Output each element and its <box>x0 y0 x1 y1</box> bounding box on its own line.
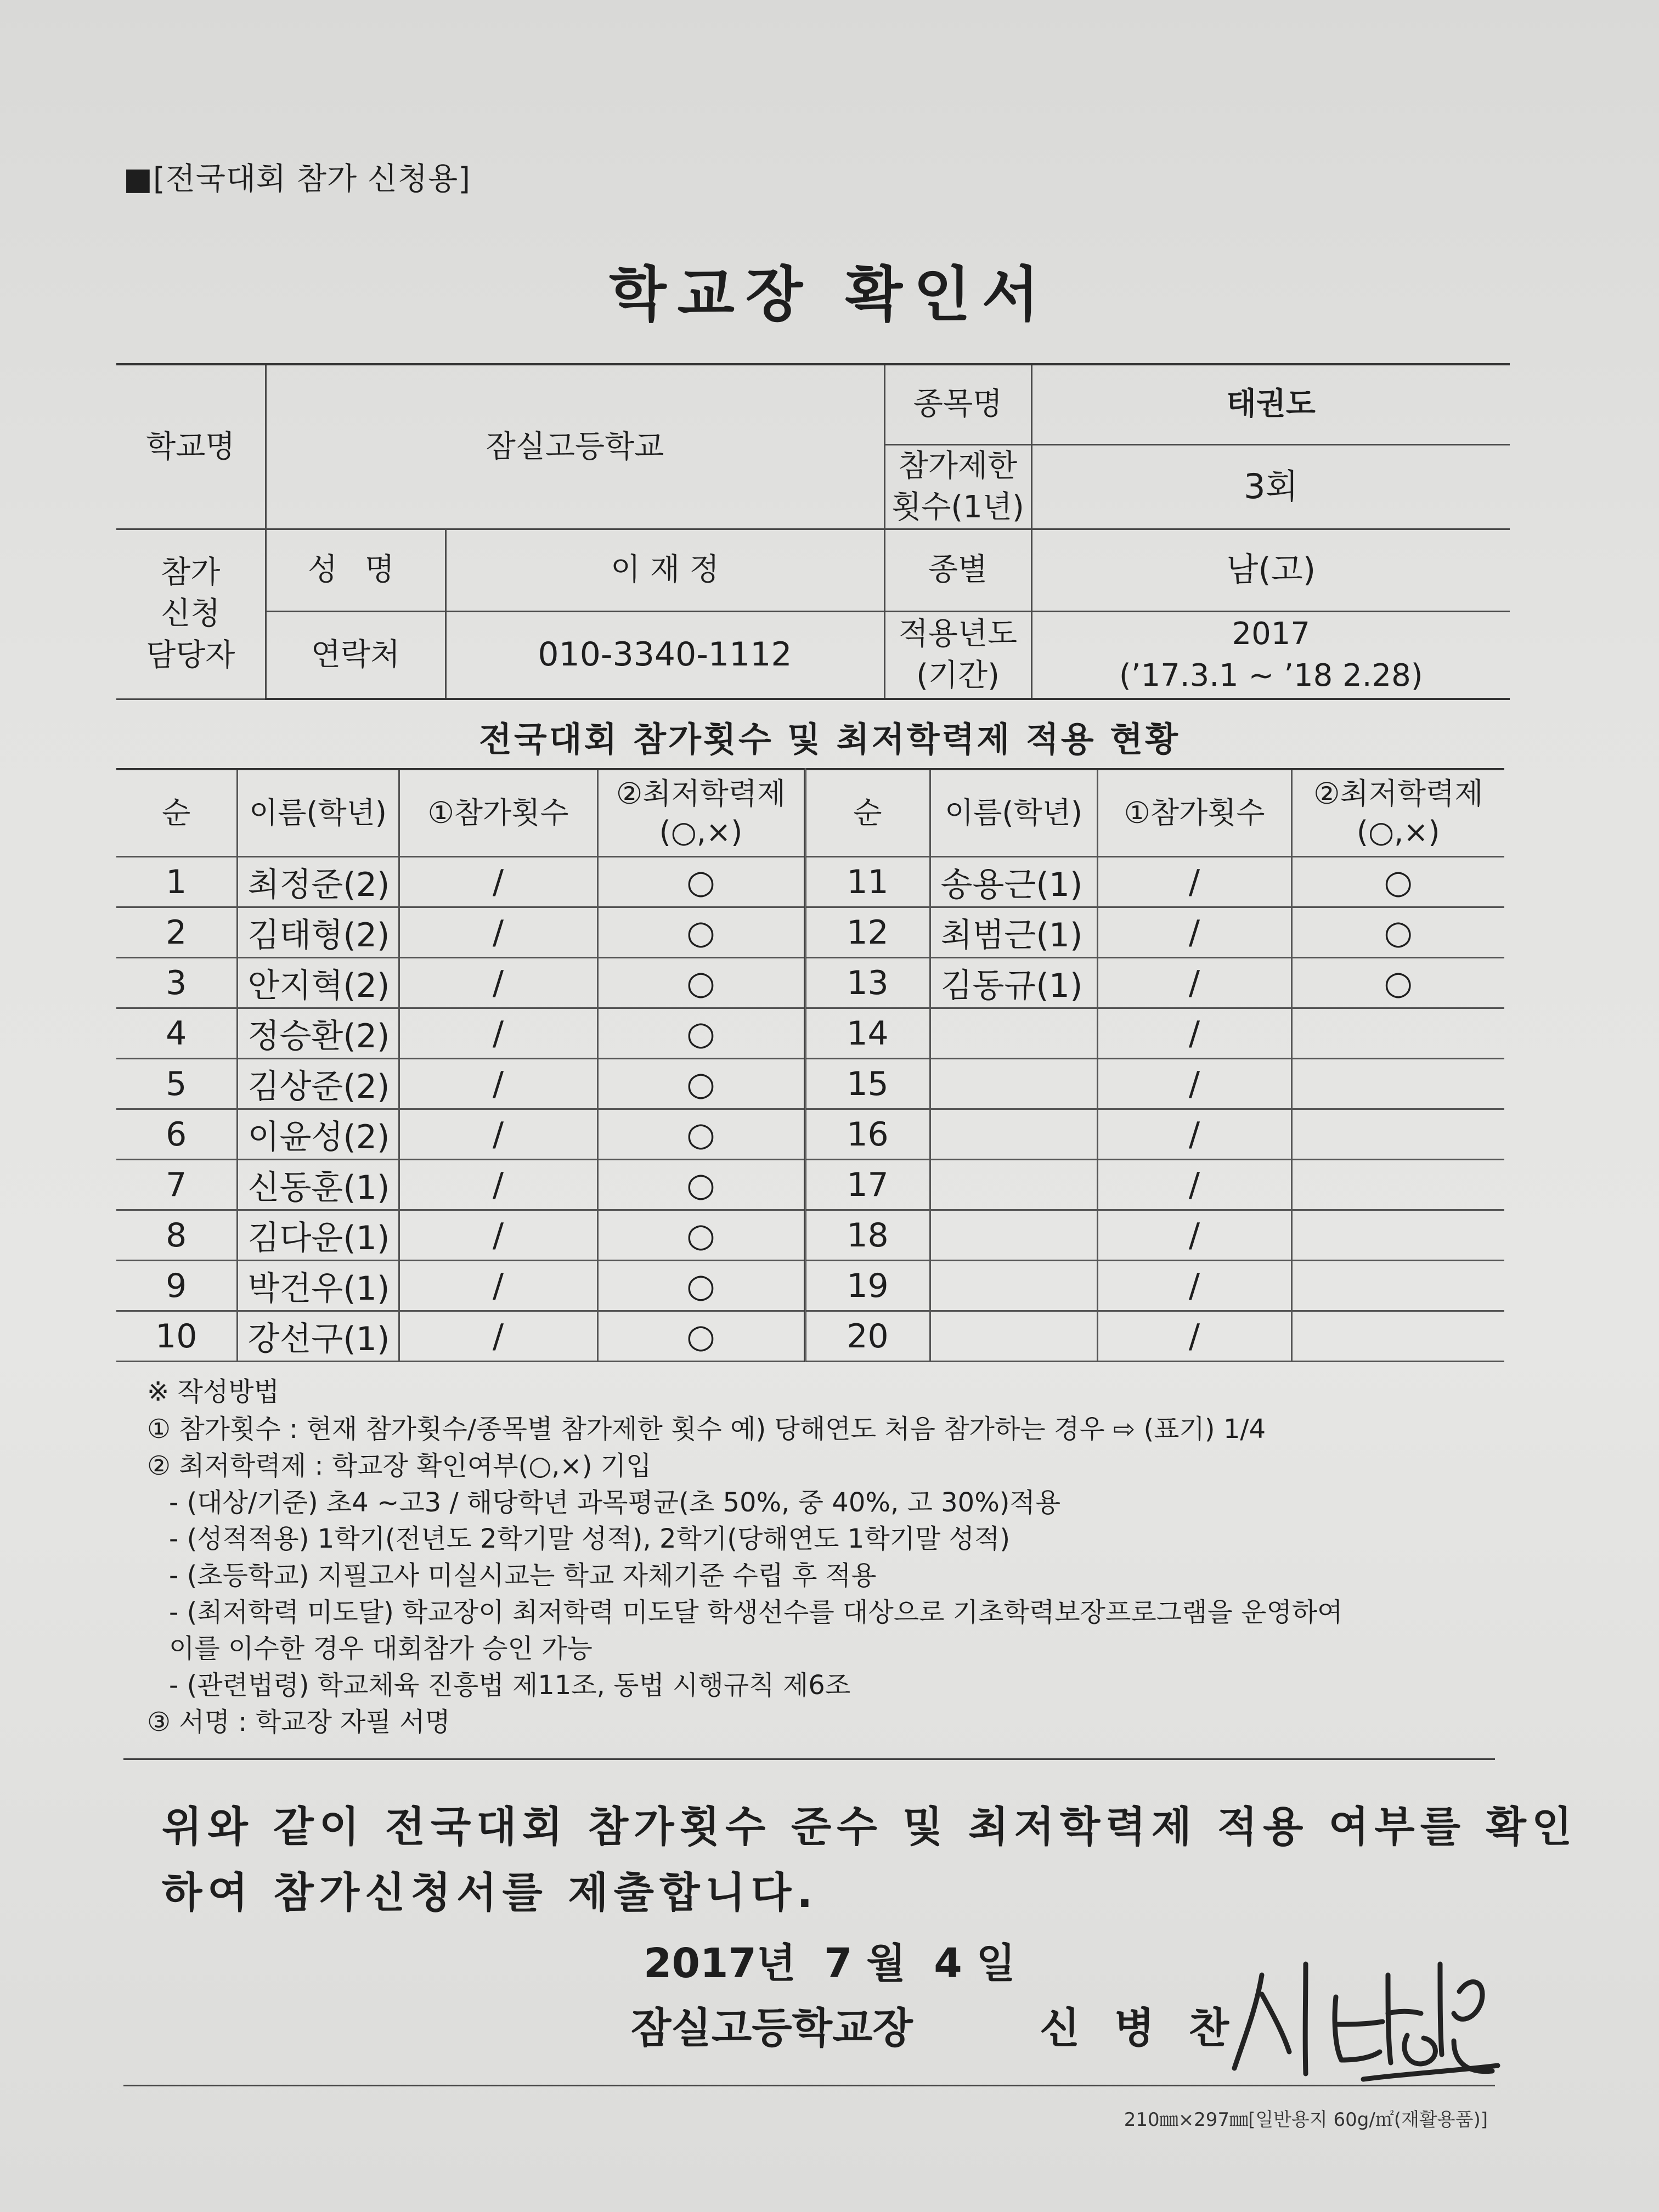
name-cell <box>930 1008 1097 1059</box>
principal-title: 잠실고등학교장 <box>631 2004 913 2052</box>
academic-standard-cell <box>1291 1109 1504 1160</box>
table-row <box>116 1261 1504 1311</box>
applied-year-cell <box>1031 611 1510 699</box>
participation-count-cell: / <box>1097 1261 1291 1311</box>
academic-standard-cell: ○ <box>597 1261 805 1311</box>
academic-standard-cell: ○ <box>597 1311 805 1362</box>
seq-cell: 15 <box>805 1059 930 1109</box>
school-name-value: 잠실고등학교 <box>266 364 884 529</box>
name-cell <box>930 1160 1097 1210</box>
academic-standard-cell <box>1291 1210 1504 1261</box>
academic-standard-cell: ○ <box>597 1109 805 1160</box>
name-cell <box>930 1109 1097 1160</box>
participation-count-cell: / <box>399 1109 597 1160</box>
seq-cell: 11 <box>805 857 930 907</box>
table-row <box>116 1160 1504 1210</box>
issue-date: 2017년 7 월 4 일 <box>644 1940 1015 1987</box>
name-cell: 신동훈(1) <box>237 1160 399 1210</box>
participation-limit-value: 3회 <box>1031 444 1510 529</box>
name-cell: 김동규(1) <box>930 958 1097 1008</box>
participation-count-cell: / <box>399 907 597 958</box>
instruction-line: - (성적적용) 1학기(전년도 2학기말 성적), 2학기(당해연도 1학기말 성적) <box>169 1523 1011 1554</box>
table-row <box>116 1109 1504 1160</box>
instruction-line: - (관련법령) 학교체육 진흥법 제11조, 동법 시행규칙 제6조 <box>169 1670 851 1701</box>
handwritten-signature <box>1223 1942 1509 2090</box>
name-cell <box>930 1210 1097 1261</box>
form-type-label: ■[전국대회 참가 신청용] <box>123 161 471 197</box>
academic-standard-cell: ○ <box>1291 907 1504 958</box>
header-seq-right: 순 <box>805 769 930 857</box>
header-academic-right: ②최저학력제 (○,×) <box>1291 769 1504 857</box>
sport-label: 종목명 <box>884 364 1031 444</box>
seq-cell: 16 <box>805 1109 930 1160</box>
participation-count-cell: / <box>399 958 597 1008</box>
name-cell: 강선구(1) <box>237 1311 399 1362</box>
roster-section-title: 전국대회 참가횟수 및 최저학력제 적용 현황 <box>479 719 1180 759</box>
gender-division-label: 종별 <box>884 529 1031 611</box>
seq-cell: 4 <box>116 1008 237 1059</box>
instruction-line: ① 참가횟수 : 현재 참가횟수/종목별 참가제한 횟수 예) 당해연도 처음 참가하는 경우 ⇨ (표기) 1/4 <box>147 1414 1266 1444</box>
name-cell: 이윤성(2) <box>237 1109 399 1160</box>
sport-value: 태권도 <box>1031 364 1510 444</box>
academic-standard-cell <box>1291 1261 1504 1311</box>
participation-count-cell: / <box>399 1311 597 1362</box>
instruction-line: ② 최저학력제 : 학교장 확인여부(○,×) 기입 <box>147 1451 652 1481</box>
seq-cell: 10 <box>116 1311 237 1362</box>
participation-count-cell: / <box>1097 1160 1291 1210</box>
table-row <box>116 857 1504 907</box>
instruction-line: ③ 서명 : 학교장 자필 서명 <box>147 1707 450 1737</box>
applied-year-value: 2017 <box>1232 616 1311 652</box>
seq-cell: 9 <box>116 1261 237 1311</box>
seq-cell: 18 <box>805 1210 930 1261</box>
gender-division-value: 남(고) <box>1031 529 1510 611</box>
academic-standard-cell <box>1291 1059 1504 1109</box>
participation-count-cell: / <box>399 1160 597 1210</box>
participation-count-cell: / <box>399 1008 597 1059</box>
seq-cell: 12 <box>805 907 930 958</box>
academic-standard-cell: ○ <box>597 1210 805 1261</box>
header-count-left: ①참가횟수 <box>399 769 597 857</box>
document-title: 학교장 확인서 <box>609 261 1050 329</box>
header-count-right: ①참가횟수 <box>1097 769 1291 857</box>
applied-period-value: (’17.3.1 ~ ’18 2.28) <box>1119 657 1423 693</box>
name-cell <box>930 1311 1097 1362</box>
academic-standard-cell: ○ <box>1291 958 1504 1008</box>
name-cell: 정승환(2) <box>237 1008 399 1059</box>
seq-cell: 5 <box>116 1059 237 1109</box>
divider <box>123 1758 1495 1760</box>
seq-cell: 3 <box>116 958 237 1008</box>
participation-count-cell: / <box>1097 907 1291 958</box>
participation-count-cell: / <box>399 1261 597 1311</box>
contact-label: 연락처 <box>266 611 445 699</box>
participation-count-cell: / <box>1097 958 1291 1008</box>
seq-cell: 8 <box>116 1210 237 1261</box>
seq-cell: 1 <box>116 857 237 907</box>
header-academic-left: ②최저학력제 (○,×) <box>597 769 805 857</box>
table-row <box>116 1311 1504 1362</box>
participation-count-cell: / <box>399 1210 597 1261</box>
academic-standard-cell: ○ <box>597 958 805 1008</box>
seq-cell: 19 <box>805 1261 930 1311</box>
name-cell: 최정준(2) <box>237 857 399 907</box>
seq-cell: 20 <box>805 1311 930 1362</box>
name-cell: 김상준(2) <box>237 1059 399 1109</box>
academic-standard-cell <box>1291 1311 1504 1362</box>
name-cell: 박건우(1) <box>237 1261 399 1311</box>
academic-standard-cell: ○ <box>597 1059 805 1109</box>
applicant-label: 참가 신청 담당자 <box>116 529 266 699</box>
instruction-line: 이를 이수한 경우 대회참가 승인 가능 <box>169 1633 592 1664</box>
academic-standard-cell <box>1291 1008 1504 1059</box>
participation-limit-label: 참가제한 횟수(1년) <box>884 444 1031 529</box>
seq-cell: 14 <box>805 1008 930 1059</box>
statement-line-1: 위와 같이 전국대회 참가횟수 준수 및 최저학력제 적용 여부를 확인 <box>162 1802 1578 1851</box>
participation-count-cell: / <box>1097 1311 1291 1362</box>
name-cell: 송용근(1) <box>930 857 1097 907</box>
header-name-right: 이름(학년) <box>930 769 1097 857</box>
seq-cell: 13 <box>805 958 930 1008</box>
applicant-name-value: 이 재 정 <box>445 529 884 611</box>
name-cell: 김태형(2) <box>237 907 399 958</box>
instruction-line: - (최저학력 미도달) 학교장이 최저학력 미도달 학생선수를 대상으로 기초학력보장프로그램을 운영하여 <box>169 1597 1343 1628</box>
name-cell <box>930 1059 1097 1109</box>
seq-cell: 17 <box>805 1160 930 1210</box>
name-cell: 최범근(1) <box>930 907 1097 958</box>
academic-standard-cell: ○ <box>597 907 805 958</box>
academic-standard-cell: ○ <box>597 1160 805 1210</box>
table-row <box>116 1008 1504 1059</box>
seq-cell: 2 <box>116 907 237 958</box>
seq-cell: 6 <box>116 1109 237 1160</box>
applicant-name-label: 성 명 <box>266 529 445 611</box>
name-cell: 안지혁(2) <box>237 958 399 1008</box>
paper-spec: 210㎜×297㎜[일반용지 60g/㎡(재활용품)] <box>1124 2109 1488 2131</box>
participation-count-cell: / <box>1097 857 1291 907</box>
academic-standard-cell: ○ <box>597 857 805 907</box>
contact-value: 010-3340-1112 <box>445 611 884 699</box>
applied-year-label: 적용년도 (기간) <box>884 611 1031 699</box>
info-table <box>116 363 1510 700</box>
table-row <box>116 1210 1504 1261</box>
participation-count-cell: / <box>399 857 597 907</box>
table-row <box>116 907 1504 958</box>
participation-count-cell: / <box>1097 1109 1291 1160</box>
confirmation-statement <box>162 1794 1578 1926</box>
statement-line-2: 하여 참가신청서를 제출합니다. <box>162 1868 819 1917</box>
academic-standard-cell: ○ <box>597 1008 805 1059</box>
principal-name: 신 병 찬 <box>1040 2004 1239 2052</box>
footer-divider <box>123 2085 1495 2086</box>
participation-count-cell: / <box>1097 1008 1291 1059</box>
header-name-left: 이름(학년) <box>237 769 399 857</box>
table-row <box>116 958 1504 1008</box>
school-name-label: 학교명 <box>116 364 266 529</box>
name-cell: 김다운(1) <box>237 1210 399 1261</box>
instruction-line: - (초등학교) 지필고사 미실시교는 학교 자체기준 수립 후 적용 <box>169 1560 877 1591</box>
seq-cell: 7 <box>116 1160 237 1210</box>
participation-count-cell: / <box>1097 1210 1291 1261</box>
header-seq-left: 순 <box>116 769 237 857</box>
table-row <box>116 1059 1504 1109</box>
academic-standard-cell: ○ <box>1291 857 1504 907</box>
participation-count-cell: / <box>1097 1059 1291 1109</box>
name-cell <box>930 1261 1097 1311</box>
participation-count-cell: / <box>399 1059 597 1109</box>
instruction-line: - (대상/기준) 초4 ~고3 / 해당학년 과목평균(초 50%, 중 40%, 고 30%)적용 <box>169 1487 1061 1518</box>
roster-table <box>116 768 1504 1362</box>
academic-standard-cell <box>1291 1160 1504 1210</box>
instructions-heading: ※ 작성방법 <box>147 1376 279 1407</box>
